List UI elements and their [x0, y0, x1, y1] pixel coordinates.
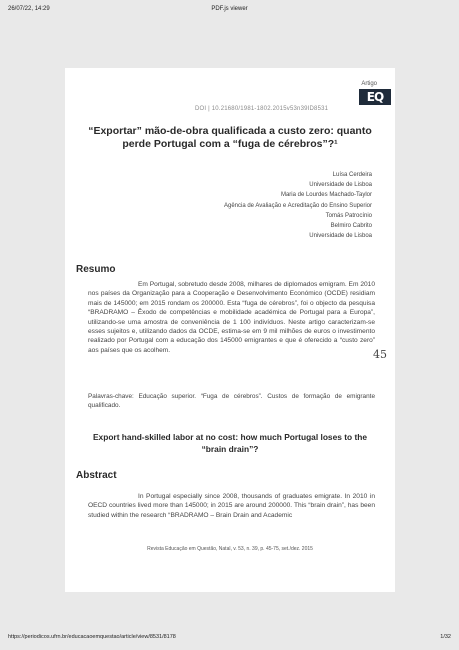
author-line: Luísa Cerdeira	[332, 172, 372, 178]
viewer-title: PDF.js viewer	[211, 6, 248, 12]
page-url[interactable]: https://periodicos.ufrn.br/educacaoemquestao/article/view/8531/8178	[8, 634, 176, 640]
article-title-en: Export hand-skilled labor at no cost: how much Portugal loses to the “brain drain”?	[92, 432, 368, 454]
abstract-text: In Portugal especially since 2008, thousands of graduates emigrate. In 2010 in OECD countries lived more than 145000; in 2015 are around 200000. This “brain drain”, has been studied within the research “BRADRAMO – Brain Drain and Academic	[88, 493, 375, 519]
doi-link[interactable]: DOI | 10.21680/1981-1802.2015v53n39ID8531	[195, 106, 329, 112]
author-line: Belmiro Cabrito	[330, 223, 372, 230]
eq-logo-icon: EQ	[359, 89, 391, 105]
journal-footer: Revista Educação em Questão, Natal, v. 53, n. 39, p. 45-75, set./dez. 2015	[147, 546, 313, 552]
author-line: Universidade de Lisboa	[309, 182, 372, 189]
print-footer	[8, 634, 451, 644]
section-label: Artigo	[361, 81, 377, 87]
article-title-pt: “Exportar” mão-de-obra qualificada a custo zero: quanto perde Portugal com a “fuga de cérebros”?¹	[88, 125, 372, 150]
abstract-heading: Abstract	[76, 470, 117, 481]
journal-logo	[349, 81, 391, 121]
author-line: Universidade de Lisboa	[309, 233, 372, 240]
pdf-page	[65, 68, 395, 592]
print-datetime: 26/07/22, 14:29	[8, 6, 50, 12]
keywords: Palavras-chave: Educação superior. “Fuga de cérebros”. Custos de formação de emigrante qualificado.	[88, 393, 375, 410]
resumo-heading: Resumo	[76, 264, 116, 275]
resumo-text: Em Portugal, sobretudo desde 2008, milhares de diplomados emigram. Em 2010 nos países da Organização para a Cooperação e Desenvolvimento Económico (OCDE) residiam mais de 145000; em 2015 rondam os 200000. Esta “fuga de cérebros”, foi o objecto da pesquisa “BRADRAMO – Êxodo de competências e mobilidade académica de Portugal para a Europa”, utilizando-se uma amostra de conveniência de 1 100 indivíduos. Neste artigo caracterizam-se esses sujeitos e, utilizando dados da OCDE, estima-se em 9 mil milhões de euros o investimento realizado por Portugal com a educação dos 145000 emigrantes e que é oferecido a “custo zero” aos países que os acolhem.	[88, 281, 375, 354]
page-number: 45	[373, 348, 387, 361]
author-line: Tomás Patrocínio	[325, 212, 372, 219]
author-line: Agência de Avaliação e Acreditação do Ensino Superior	[224, 202, 372, 209]
author-line: Maria de Lourdes Machado-Taylor	[280, 192, 372, 199]
page-indicator: 1/32	[440, 634, 451, 640]
author-list	[224, 170, 372, 241]
print-header	[8, 6, 451, 16]
